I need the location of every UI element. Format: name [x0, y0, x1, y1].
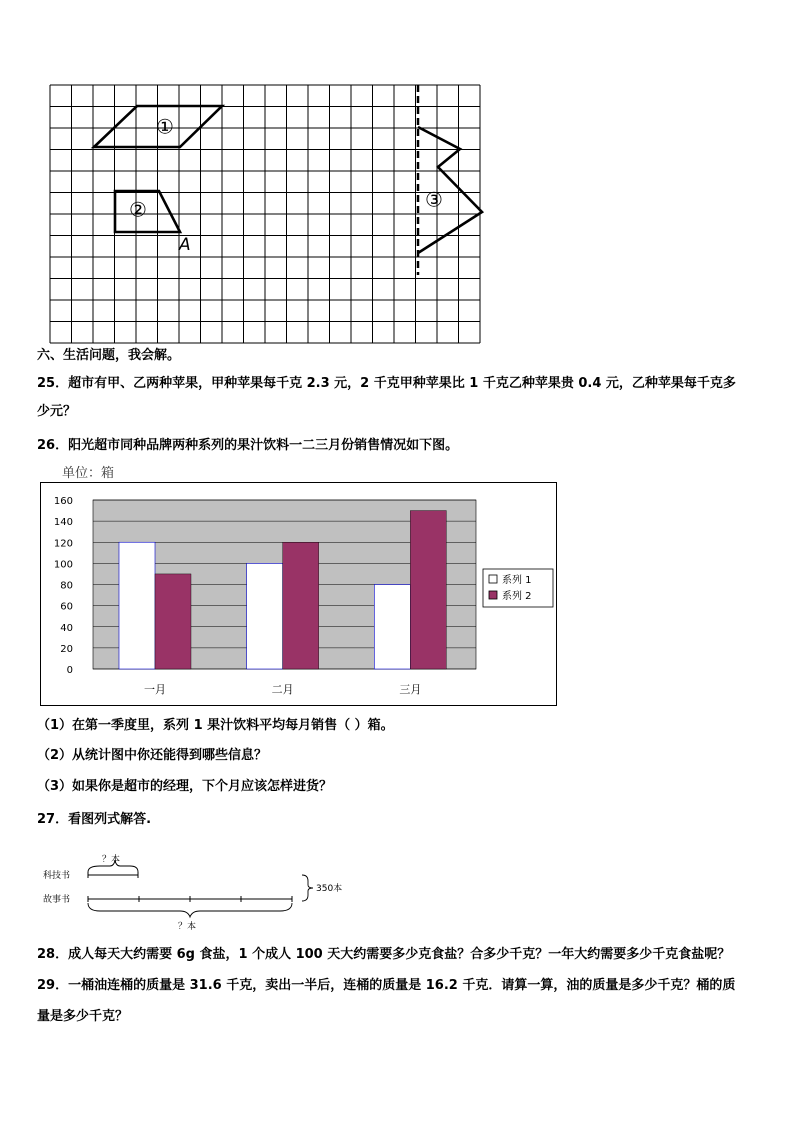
point-a-label: A [179, 235, 191, 255]
right-brace [302, 875, 313, 901]
y-tick-label: 140 [53, 517, 73, 529]
bar-series2-1 [155, 574, 191, 669]
bar-series1-1 [119, 542, 155, 669]
q29-line1: 29．一桶油连桶的质量是 31.6 千克，卖出一半后，连桶的质量是 16.2 千克．请算一算，油的质量是多少千克？桶的质 [37, 978, 736, 993]
y-tick-label: 160 [53, 496, 73, 507]
y-tick-label: 60 [60, 601, 73, 613]
section-title: 六、生活问题，我会解。 [37, 348, 181, 363]
chart-unit-label: 单位：箱 [62, 466, 115, 481]
x-tick-label: 三月 [399, 683, 422, 696]
bar-chart [40, 482, 558, 707]
x-tick-label: 一月 [144, 683, 166, 696]
total-label: 350本 [316, 884, 343, 894]
q25-line2: 少元？ [37, 404, 77, 419]
grid-figure [0, 0, 794, 345]
bar-series1-3 [374, 585, 410, 670]
shape-2-label: ② [129, 197, 147, 222]
shape-1-label: ① [156, 114, 174, 139]
row2-label: 故事书 [43, 895, 71, 905]
y-tick-label: 40 [60, 622, 73, 634]
q26-sub1: （1）在第一季度里，系列 1 果汁饮料平均每月销售（ ）箱。 [37, 718, 394, 733]
legend-label-2: 系列 2 [502, 591, 532, 602]
legend-label-1: 系列 1 [502, 575, 532, 586]
bottom-question-label: ？本 [178, 922, 197, 932]
y-tick-label: 120 [53, 538, 73, 550]
x-tick-label: 二月 [271, 683, 294, 696]
chart-legend [483, 569, 553, 607]
top-question-label: ？本 [102, 855, 121, 865]
line-segment-diagram [40, 845, 360, 935]
legend-swatch-2 [489, 591, 497, 599]
shape-3-label: ③ [425, 187, 443, 212]
q26-text: 26．阳光超市同种品牌两种系列的果汁饮料一二三月份销售情况如下图。 [37, 438, 459, 453]
shape-2-trapezoid [115, 191, 180, 232]
y-tick-label: 80 [60, 580, 73, 592]
q28-text: 28．成人每天大约需要 6g 食盐，1 个成人 100 天大约需要多少克食盐？合多少千克？一年大约需要多少千克食盐呢？ [37, 947, 731, 962]
q25-line1: 25．超市有甲、乙两种苹果，甲种苹果每千克 2.3 元，2 千克甲种苹果比 1 千克乙种苹果贵 0.4 元，乙种苹果每千克多 [37, 376, 736, 391]
bar-series2-2 [283, 542, 319, 669]
q26-sub3: （3）如果你是超市的经理，下个月应该怎样进货？ [37, 779, 333, 794]
bar-series1-2 [247, 563, 283, 669]
legend-swatch-1 [489, 575, 497, 583]
y-tick-label: 100 [53, 559, 73, 571]
row1-label: 科技书 [43, 871, 71, 881]
q26-sub2: （2）从统计图中你还能得到哪些信息？ [37, 748, 268, 763]
q27-text: 27．看图列式解答. [37, 812, 152, 827]
bottom-brace [88, 903, 292, 917]
y-tick-label: 20 [60, 643, 73, 655]
q29-line2: 量是多少千克？ [37, 1009, 129, 1024]
y-tick-label: 0 [66, 665, 73, 676]
bar-series2-3 [410, 511, 446, 669]
